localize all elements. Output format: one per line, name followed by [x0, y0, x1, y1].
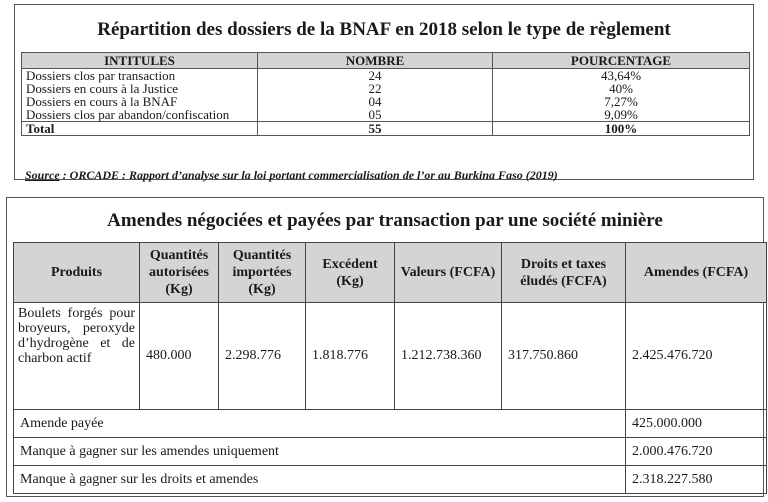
- cell-amendes: 2.425.476.720: [626, 303, 767, 410]
- cell-droits-taxes: 317.750.860: [502, 303, 626, 410]
- cell-produit: Boulets forgés pour broyeurs, peroxyde d’hydrogène et de charbon actif: [14, 303, 140, 410]
- header-valeurs: Valeurs (FCFA): [395, 243, 502, 303]
- summary-label: Amende payée: [14, 410, 626, 438]
- summary-row: [14, 466, 767, 494]
- amendes-table: [13, 242, 767, 494]
- summary-row: [14, 438, 767, 466]
- row-pourcentage: 7,27%: [493, 95, 750, 108]
- source-text: : ORCADE : Rapport d’analyse sur la loi portant commercialisation de l’or au Burkina Faso (2019): [59, 168, 558, 182]
- row-label: Dossiers en cours à la Justice: [22, 82, 258, 95]
- header-quantites-importees: Quantités importées (Kg): [219, 243, 306, 303]
- row-pourcentage: 40%: [493, 82, 750, 95]
- row-pourcentage: 43,64%: [493, 69, 750, 83]
- summary-value: 2.000.476.720: [626, 438, 767, 466]
- row-nombre: 05: [258, 108, 493, 122]
- summary-value: 2.318.227.580: [626, 466, 767, 494]
- cell-quantites-importees: 2.298.776: [219, 303, 306, 410]
- summary-row: [14, 410, 767, 438]
- row-nombre: 24: [258, 69, 493, 83]
- row-pourcentage: 9,09%: [493, 108, 750, 122]
- header-pourcentage: POURCENTAGE: [493, 53, 750, 69]
- row-label: Dossiers clos par abandon/confiscation: [22, 108, 258, 122]
- row-nombre: 04: [258, 95, 493, 108]
- total-row: [22, 122, 750, 136]
- table-row: [22, 108, 750, 122]
- total-label: Total: [22, 122, 258, 136]
- row-nombre: 22: [258, 82, 493, 95]
- header-produits: Produits: [14, 243, 140, 303]
- amendes-table-box: [6, 197, 764, 497]
- header-intitules: INTITULES: [22, 53, 258, 69]
- row-label: Dossiers clos par transaction: [22, 69, 258, 83]
- header-droits-taxes: Droits et taxes éludés (FCFA): [502, 243, 626, 303]
- source-label: Source: [25, 168, 60, 182]
- total-pourcentage: 100%: [493, 122, 750, 136]
- summary-label: Manque à gagner sur les amendes uniquement: [14, 438, 626, 466]
- source-note: [25, 168, 558, 183]
- summary-value: 425.000.000: [626, 410, 767, 438]
- table-row: [14, 303, 767, 410]
- row-label: Dossiers en cours à la BNAF: [22, 95, 258, 108]
- dossiers-table-title: Répartition des dossiers de la BNAF en 2018 selon le type de règlement: [97, 19, 671, 40]
- cell-excedent: 1.818.776: [306, 303, 395, 410]
- amendes-table-title: Amendes négociées et payées par transaction par une société minière: [107, 210, 663, 231]
- header-nombre: NOMBRE: [258, 53, 493, 69]
- cell-quantites-autorisees: 480.000: [140, 303, 219, 410]
- header-excedent: Excédent (Kg): [306, 243, 395, 303]
- summary-label: Manque à gagner sur les droits et amendes: [14, 466, 626, 494]
- table-row: [22, 69, 750, 83]
- total-nombre: 55: [258, 122, 493, 136]
- header-quantites-autorisees: Quantités autorisées (Kg): [140, 243, 219, 303]
- table-header-row: [22, 53, 750, 69]
- header-amendes: Amendes (FCFA): [626, 243, 767, 303]
- dossiers-table-box: [14, 4, 754, 180]
- table-header-row: [14, 243, 767, 303]
- cell-valeurs: 1.212.738.360: [395, 303, 502, 410]
- dossiers-table: [21, 52, 750, 136]
